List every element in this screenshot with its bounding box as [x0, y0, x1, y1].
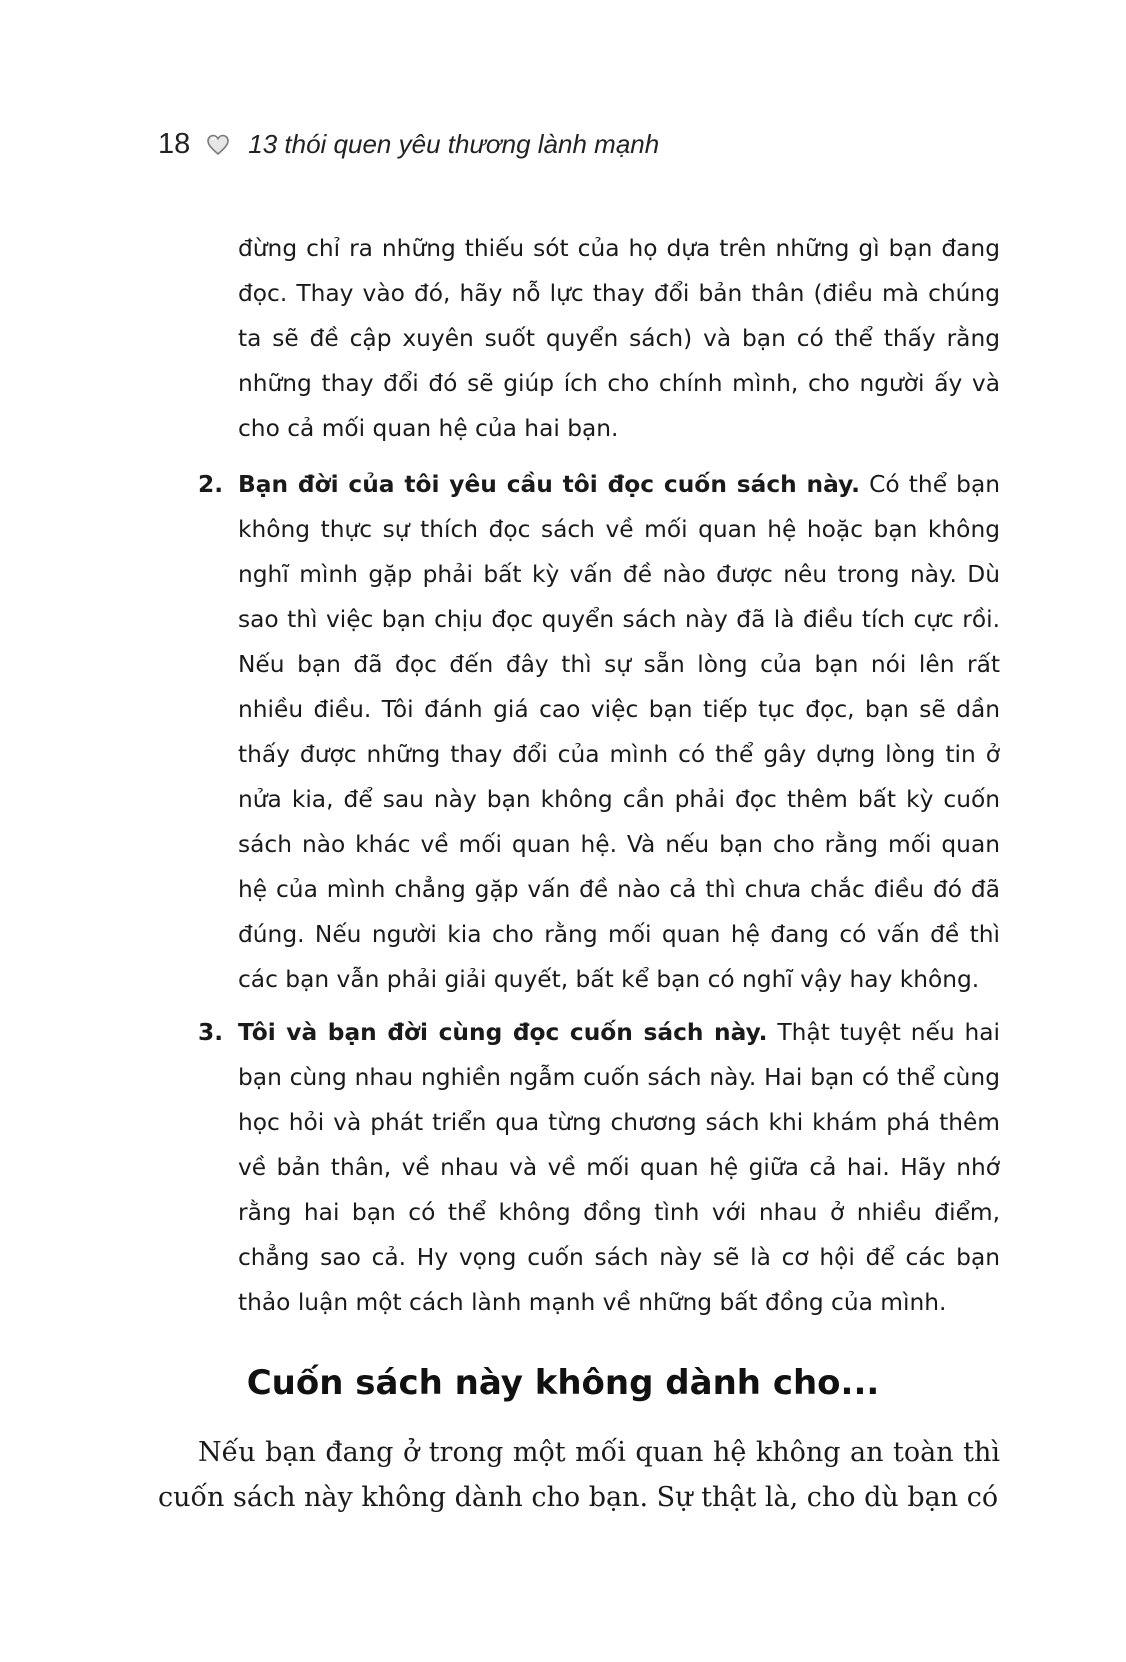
- list-item-text: Thật tuyệt nếu hai bạn cùng nhau nghiền ngẫm cuốn sách này. Hai bạn có thể cùng học hỏi và phát triển qua từng chương sách khi khám phá thêm về bản thân, về nhau và về mối quan hệ giữa cả hai. Hãy nhớ rằng hai bạn có thể không đồng tình với nhau ở nhiều điểm, chẳng sao cả. Hy vọng cuốn sách này sẽ là cơ hội để các bạn thảo luận một cách lành mạnh về những bất đồng của mình.: [238, 1019, 1001, 1316]
- continuation-paragraph: đừng chỉ ra những thiếu sót của họ dựa trên những gì bạn đang đọc. Thay vào đó, hãy nỗ lực thay đổi bản thân (điều mà chúng ta sẽ đề cập xuyên suốt quyển sách) và bạn có thể thấy rằng những thay đổi đó sẽ giúp ích cho chính mình, cho người ấy và cho cả mối quan hệ của hai bạn.: [238, 235, 1000, 442]
- running-header: [158, 128, 659, 161]
- page-number: 18: [158, 128, 191, 160]
- list-item-text: Có thể bạn không thực sự thích đọc sách về mối quan hệ hoặc bạn không nghĩ mình gặp phải bất kỳ vấn đề nào được nêu trong này. Dù sao thì việc bạn chịu đọc quyển sách này đã là điều tích cực rồi. Nếu bạn đã đọc đến đây thì sự sẵn lòng của bạn nói lên rất nhiều điều. Tôi đánh giá cao việc bạn tiếp tục đọc, bạn sẽ dần thấy được những thay đổi của mình có thể gây dựng lòng tin ở nửa kia, để sau này bạn không cần phải đọc thêm bất kỳ cuốn sách nào khác về mối quan hệ. Và nếu bạn cho rằng mối quan hệ của mình chẳng gặp vấn đề nào cả thì chưa chắc điều đó đã đúng. Nếu người kia cho rằng mối quan hệ đang có vấn đề thì các bạn vẫn phải giải quyết, bất kể bạn có nghĩ vậy hay không.: [238, 471, 1000, 993]
- book-title: 13 thói quen yêu thương lành mạnh: [248, 129, 660, 159]
- list-item-number: 2.: [198, 471, 224, 498]
- list-item-bold-lead: Bạn đời của tôi yêu cầu tôi đọc cuốn sách này.: [238, 471, 861, 498]
- section-heading: Cuốn sách này không dành cho...: [246, 1363, 880, 1403]
- list-item: [198, 1010, 1001, 1325]
- list-item-number: 3.: [198, 1019, 224, 1046]
- list-item-bold-lead: Tôi và bạn đời cùng đọc cuốn sách này.: [238, 1019, 768, 1046]
- section-paragraph: Nếu bạn đang ở trong một mối quan hệ không an toàn thì cuốn sách này không dành cho bạn. Sự thật là, cho dù bạn có: [158, 1437, 1000, 1513]
- list-item: [198, 462, 1000, 1002]
- heart-icon: [206, 133, 230, 157]
